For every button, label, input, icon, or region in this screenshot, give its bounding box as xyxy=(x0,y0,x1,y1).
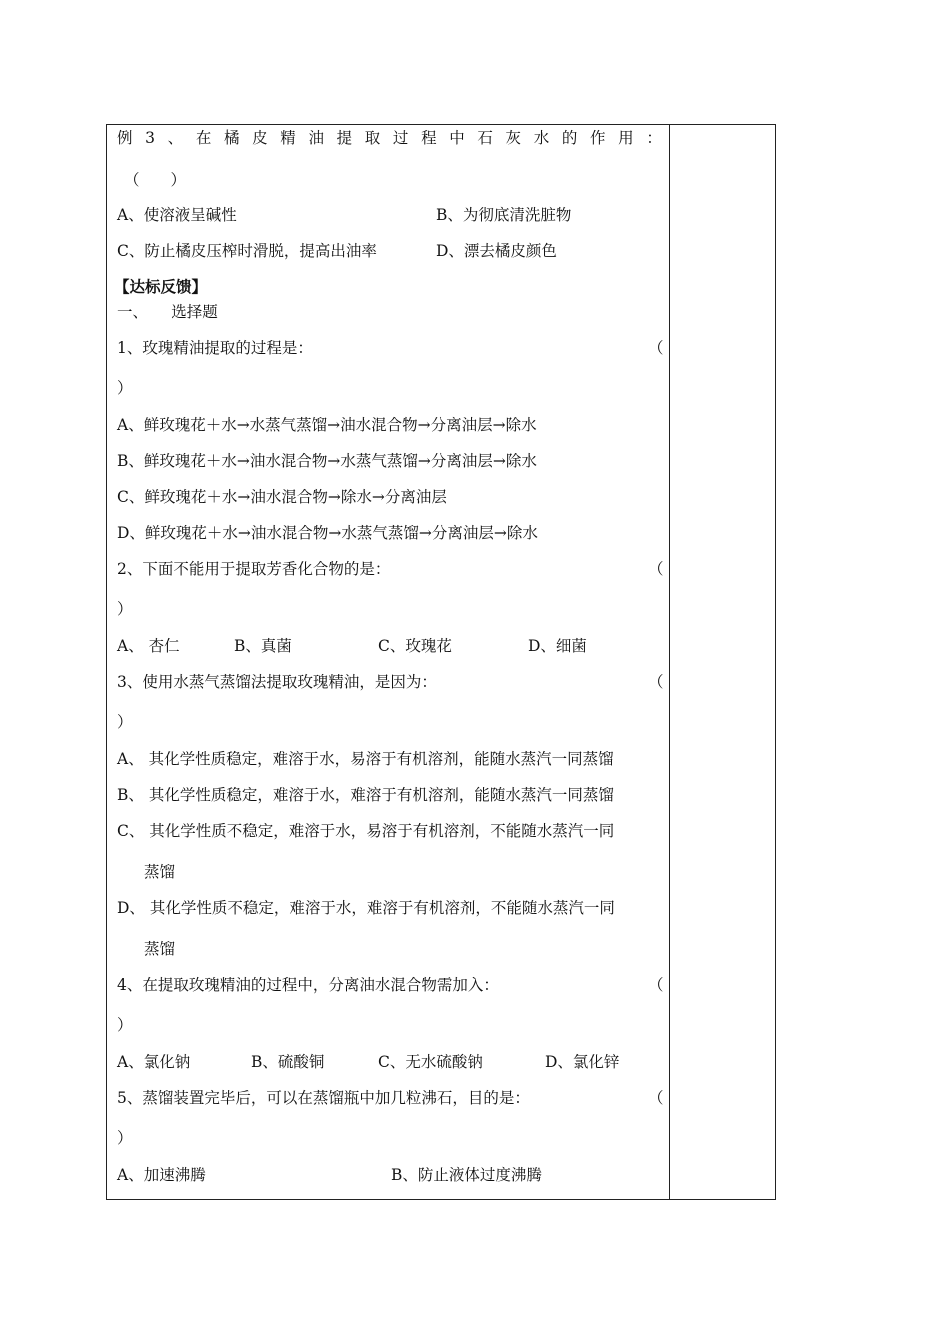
example-3-char: ： xyxy=(646,129,662,147)
q4-option-a: A、氯化钠 xyxy=(117,1053,191,1071)
example-3-char: 皮 xyxy=(252,129,268,147)
example-3-char: 中 xyxy=(449,129,465,147)
example-3-option-b: B、为彻底清洗脏物 xyxy=(436,206,572,224)
q1-option-d: D、鲜玫瑰花＋水→油水混合物→水蒸气蒸馏→分离油层→除水 xyxy=(117,524,538,542)
q4-option-c: C、无水硫酸钠 xyxy=(378,1053,483,1071)
example-3-option-a: A、使溶液呈碱性 xyxy=(117,206,237,224)
q2-stem: 2、下面不能用于提取芳香化合物的是： xyxy=(117,560,391,578)
q5-stem: 5、蒸馏装置完毕后，可以在蒸馏瓶中加几粒沸石，目的是： xyxy=(117,1089,530,1107)
q3-option-a: A、 其化学性质稳定，难溶于水，易溶于有机溶剂，能随水蒸汽一同蒸馏 xyxy=(117,750,614,768)
q4-stem: 4、在提取玫瑰精油的过程中，分离油水混合物需加入： xyxy=(117,976,499,994)
q4-paren-close: ） xyxy=(117,1016,133,1034)
example-3-char: 橘 xyxy=(223,129,240,147)
q2-option-d: D、细菌 xyxy=(528,637,587,655)
q4-paren-open: （ xyxy=(648,976,664,994)
q3-option-c-line1: C、 其化学性质不稳定，难溶于水，易溶于有机溶剂，不能随水蒸汽一同 xyxy=(117,822,615,840)
example-3-char: 在 xyxy=(195,129,212,147)
example-3-char: 用 xyxy=(618,129,634,147)
q3-option-b: B、 其化学性质稳定，难溶于水，难溶于有机溶剂，能随水蒸汽一同蒸馏 xyxy=(117,786,614,804)
q3-option-d-line1: D、 其化学性质不稳定，难溶于水，难溶于有机溶剂，不能随水蒸汽一同 xyxy=(117,899,615,917)
q2-option-a: A、 杏仁 xyxy=(117,637,180,655)
q3-option-c-line2: 蒸馏 xyxy=(144,863,176,881)
example-3-char: 石 xyxy=(477,129,493,147)
example-3-char: 灰 xyxy=(505,129,522,147)
q4-option-d: D、氯化锌 xyxy=(545,1053,620,1071)
q2-paren-open: （ xyxy=(648,560,664,578)
example-3-char: 精 xyxy=(280,129,296,147)
example-3-option-d: D、漂去橘皮颜色 xyxy=(436,242,557,260)
q1-paren-open: （ xyxy=(648,339,664,357)
column-divider xyxy=(669,124,670,1200)
q1-paren-close: ） xyxy=(117,379,133,397)
q3-stem: 3、使用水蒸气蒸馏法提取玫瑰精油，是因为： xyxy=(117,673,437,691)
q5-paren-close: ） xyxy=(117,1129,133,1147)
example-3-char: 的 xyxy=(561,129,578,147)
example-3-char: 程 xyxy=(421,129,437,147)
q5-option-a: A、加速沸腾 xyxy=(117,1166,206,1184)
q1-option-c: C、鲜玫瑰花＋水→油水混合物→除水→分离油层 xyxy=(117,488,447,506)
example-3-char: 过 xyxy=(392,129,409,147)
q5-paren-open: （ xyxy=(648,1089,664,1107)
q3-paren-close: ） xyxy=(117,713,133,731)
q2-paren-close: ） xyxy=(117,600,133,618)
q1-option-b: B、鲜玫瑰花＋水→油水混合物→水蒸气蒸馏→分离油层→除水 xyxy=(117,452,537,470)
example-3-char: 水 xyxy=(533,129,550,147)
example-3-question xyxy=(117,128,662,148)
example-3-char: 、 xyxy=(167,129,184,147)
example-3-char: 取 xyxy=(364,129,381,147)
q3-paren-open: （ xyxy=(648,673,664,691)
example-3-option-c: C、防止橘皮压榨时滑脱，提高出油率 xyxy=(117,242,377,260)
q1-option-a: A、鲜玫瑰花＋水→水蒸气蒸馏→油水混合物→分离油层→除水 xyxy=(117,416,537,434)
section-heading: 一、 选择题 xyxy=(117,303,218,321)
example-3-char: 作 xyxy=(590,129,606,147)
q5-option-b: B、防止液体过度沸腾 xyxy=(391,1166,542,1184)
example-3-char: 油 xyxy=(308,129,324,147)
q2-option-b: B、真菌 xyxy=(234,637,292,655)
example-3-char: 3 xyxy=(145,129,156,147)
feedback-heading: 【达标反馈】 xyxy=(114,277,208,296)
example-3-char: 例 xyxy=(117,129,133,147)
q4-option-b: B、硫酸铜 xyxy=(251,1053,325,1071)
q1-stem: 1、玫瑰精油提取的过程是： xyxy=(117,339,313,357)
example-3-paren: （ ） xyxy=(124,171,187,189)
q2-option-c: C、玫瑰花 xyxy=(378,637,452,655)
example-3-char: 提 xyxy=(336,129,353,147)
q3-option-d-line2: 蒸馏 xyxy=(144,940,176,958)
